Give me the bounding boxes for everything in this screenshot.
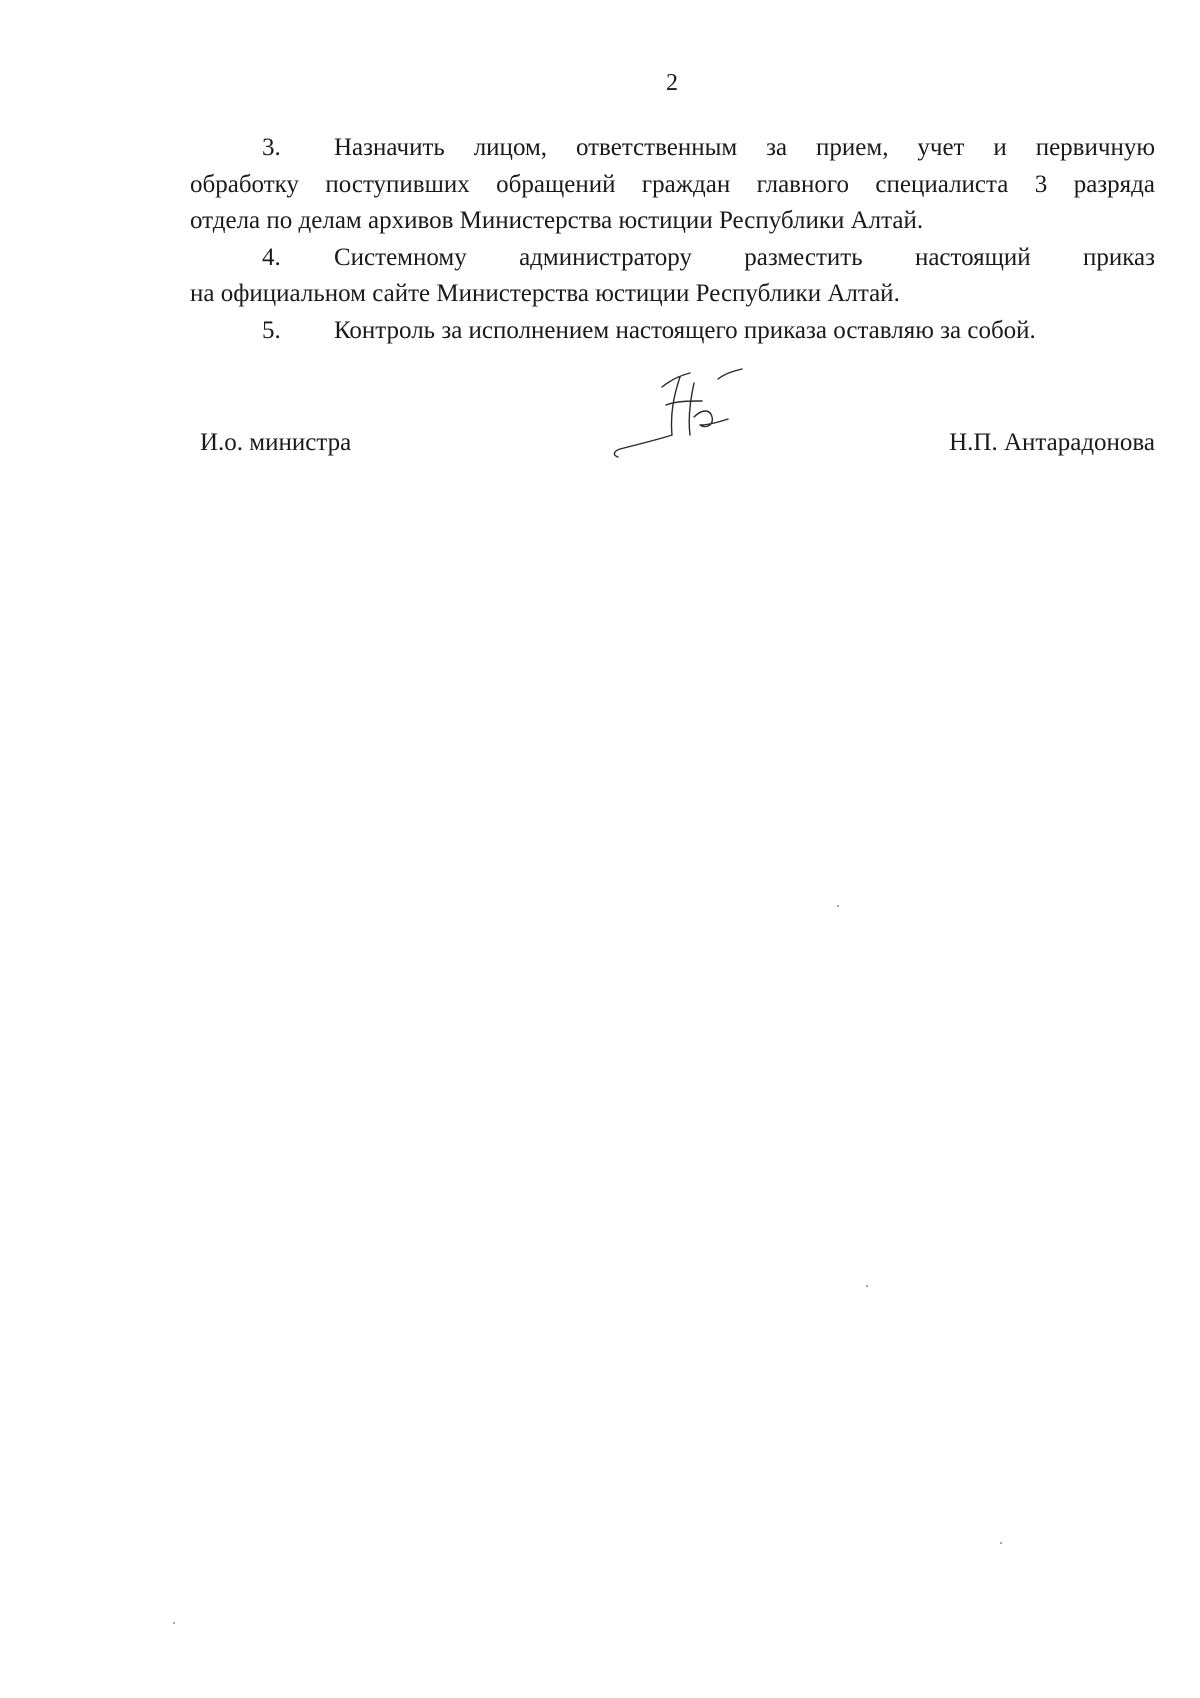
- paragraph-3-middle-line: обработку поступивших обращений граждан главного специалиста 3 разряда: [190, 170, 1155, 198]
- paragraph-number: 5.: [262, 316, 281, 344]
- paragraph-3-line-3: [190, 203, 1155, 240]
- paragraph-4-last-line: на официальном сайте Министерства юстиции Республики Алтай.: [190, 280, 900, 307]
- paragraph-3-line-1: [190, 130, 1155, 167]
- paragraph-3-line-2: [190, 167, 1155, 204]
- paragraph-5-text: Контроль за исполнением настоящего приказа оставляю за собой.: [334, 316, 1036, 344]
- handwritten-signature: [610, 365, 750, 465]
- signature-block: [190, 365, 1155, 485]
- document-body: [190, 130, 1155, 349]
- scan-speck: [1000, 1542, 1002, 1544]
- scan-speck: [837, 905, 839, 907]
- paragraph-5: [190, 313, 1155, 350]
- paragraph-4-first-line: Системному администратору разместить настоящий приказ: [334, 243, 1155, 271]
- page-number: 2: [666, 70, 678, 96]
- signatory-name: Н.П. Антарадонова: [949, 429, 1155, 456]
- paragraph-3-first-line: Назначить лицом, ответственным за прием, учет и первичную: [334, 134, 1155, 161]
- scan-speck: [173, 1622, 175, 1624]
- signatory-role: И.о. министра: [200, 429, 352, 456]
- paragraph-4-line-1: [190, 240, 1155, 277]
- paragraph-3-last-line: отдела по делам архивов Министерства юстиции Республики Алтай.: [190, 207, 924, 234]
- paragraph-4-line-2: [190, 276, 1155, 313]
- scan-speck: [866, 1285, 868, 1287]
- paragraph-number: 3.: [262, 134, 281, 161]
- paragraph-number: 4.: [262, 243, 281, 271]
